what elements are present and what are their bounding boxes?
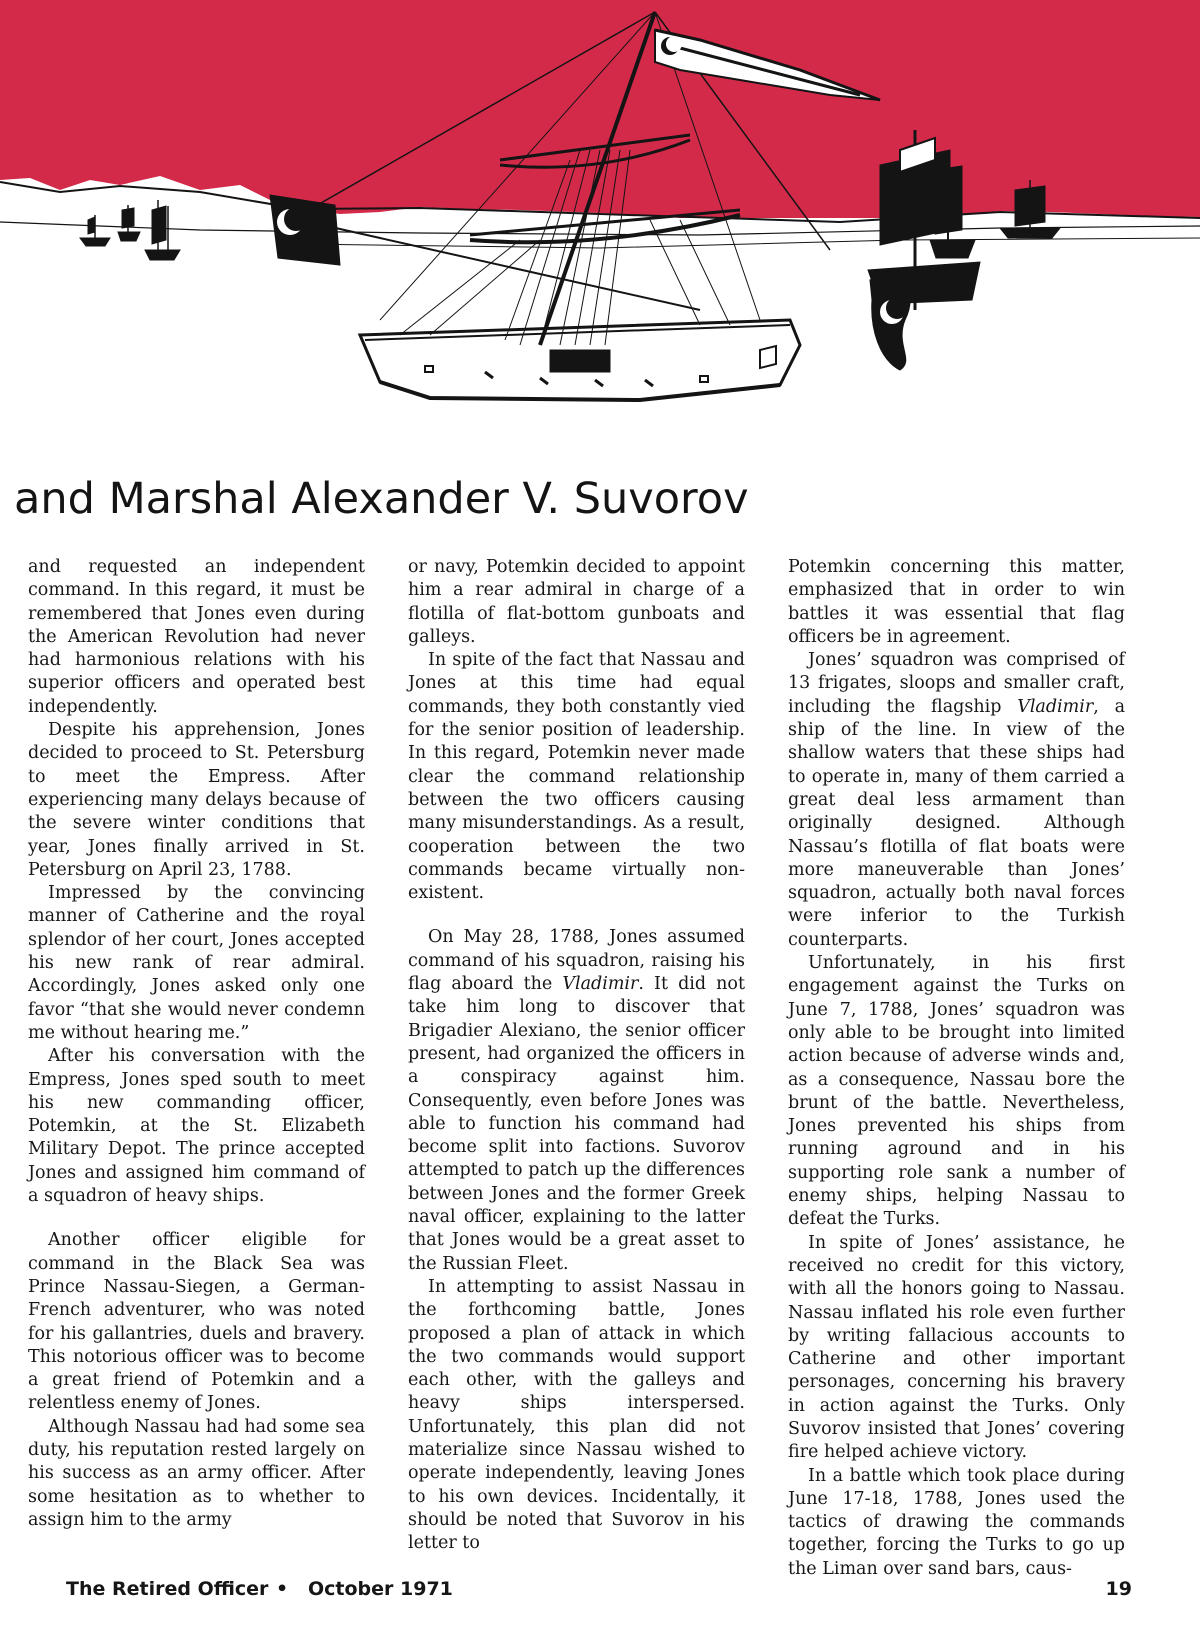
article-column-1	[28, 556, 365, 1532]
paragraph: Despite his apprehension, Jones decided to proceed to St. Petersburg to meet the Empress. After experiencing many delays because of the severe winter conditions that year, Jones finally arrived in St. Petersburg on April 23, 1788.	[28, 720, 365, 880]
ship-name: Vladimir	[562, 974, 639, 995]
paragraph: Unfortunately, in his first engagement against the Turks on June 7, 1788, Jones’ squadron was only able to be brought into limited action because of adverse winds and, as a consequence, Nassau bore the brunt of the battle. Nevertheless, Jones prevented his ships from running aground and in his supporting role sank a number of enemy ships, helping Nassau to defeat the Turks.	[788, 953, 1125, 1230]
paragraph: Although Nassau had had some sea duty, his reputation rested largely on his success as an army officer. After some hesitation as to whether to assign him to the army	[28, 1416, 365, 1530]
paragraph: Impressed by the convincing manner of Catherine and the royal splendor of her court, Jones accepted his new rank of rear admiral. Accordingly, Jones asked only one favor “that she would never condemn me without hearing me.”	[28, 883, 365, 1043]
paragraph: On May 28, 1788, Jones assumed command of his squadron, raising his flag aboard the Vladimir. It did not take him long to discover that Brigadier Alexiano, the senior officer present, had organized the officers in a conspiracy against him. Consequently, even before Jones was able to function his command had become split into factions. Suvorov attempted to patch up the differences between Jones and the former Greek naval officer, explaining to the latter that Jones would be a great asset to the Russian Fleet.	[408, 927, 745, 1274]
paragraph: In attempting to assist Nassau in the forthcoming battle, Jones proposed a plan of attack in which the two commands would support each other, with the galleys and heavy ships interspersed. Unfortunately, this plan did not materialize since Nassau wished to operate independently, leaving Jones to his own devices. Incidentally, it should be noted that Suvorov in his letter to	[408, 1276, 745, 1554]
paragraph: and requested an independent command. In this regard, it must be remembered that Jones even during the American Revolution had never had harmonious relations with his superior officers and operated best independently.	[28, 557, 365, 717]
ship-name: Vladimir	[1017, 696, 1094, 717]
page-number: 19	[1105, 1578, 1132, 1600]
page-footer	[66, 1578, 1132, 1608]
paragraph: Another officer eligible for command in the Black Sea was Prince Nassau-Siegen, a German-French adventurer, who was noted for his gallantries, duels and bravery. This notorious officer was to become a great friend of Potemkin and a relentless enemy of Jones.	[28, 1230, 365, 1414]
publication-name: The Retired Officer	[66, 1578, 269, 1600]
paragraph: Jones’ squadron was comprised of 13 frigates, sloops and smaller craft, including the flagship Vladimir, a ship of the line. In view of the shallow waters that these ships had to operate in, many of them carried a great deal less armament than originally designed. Although Nassau’s flotilla of flat boats were more maneuverable than Jones’ squadron, actually both naval forces were inferior to the Turkish counterparts.	[788, 650, 1126, 950]
article-column-2	[408, 556, 745, 1555]
paragraph: In spite of Jones’ assistance, he received no credit for this victory, with all the honors going to Nassau. Nassau inflated his role even further by writing fallacious accounts to Catherine and other important personages, concerning his bravery in action against the Turks. Only Suvorov insisted that Jones’ covering fire helped achieve victory.	[788, 1232, 1125, 1463]
footer-separator: •	[276, 1578, 289, 1600]
issue-date: October 1971	[308, 1578, 453, 1600]
banner-illustration	[0, 0, 1200, 470]
paragraph: or navy, Potemkin decided to appoint him a rear admiral in charge of a flotilla of flat-bottom gunboats and galleys.	[408, 557, 745, 647]
paragraph: In a battle which took place during June 17-18, 1788, Jones used the tactics of drawing the commands together, forcing the Turks to go up the Liman over sand bars, caus-	[788, 1465, 1125, 1579]
paragraph: After his conversation with the Empress, Jones sped south to meet his new commanding officer, Potemkin, at the St. Elizabeth Military Depot. The prince accepted Jones and assigned him command of a squadron of heavy ships.	[28, 1046, 365, 1207]
article-column-3	[788, 556, 1125, 1581]
headline: and Marshal Alexander V. Suvorov	[14, 474, 749, 524]
paragraph: In spite of the fact that Nassau and Jones at this time had equal commands, they both constantly vied for the senior position of leadership. In this regard, Potemkin never made clear the command relationship between the two officers causing many misunderstandings. As a result, cooperation between the two commands became virtually non-existent.	[408, 650, 745, 904]
paragraph: Potemkin concerning this matter, emphasized that in order to win battles it was essential that flag officers be in agreement.	[788, 557, 1125, 647]
